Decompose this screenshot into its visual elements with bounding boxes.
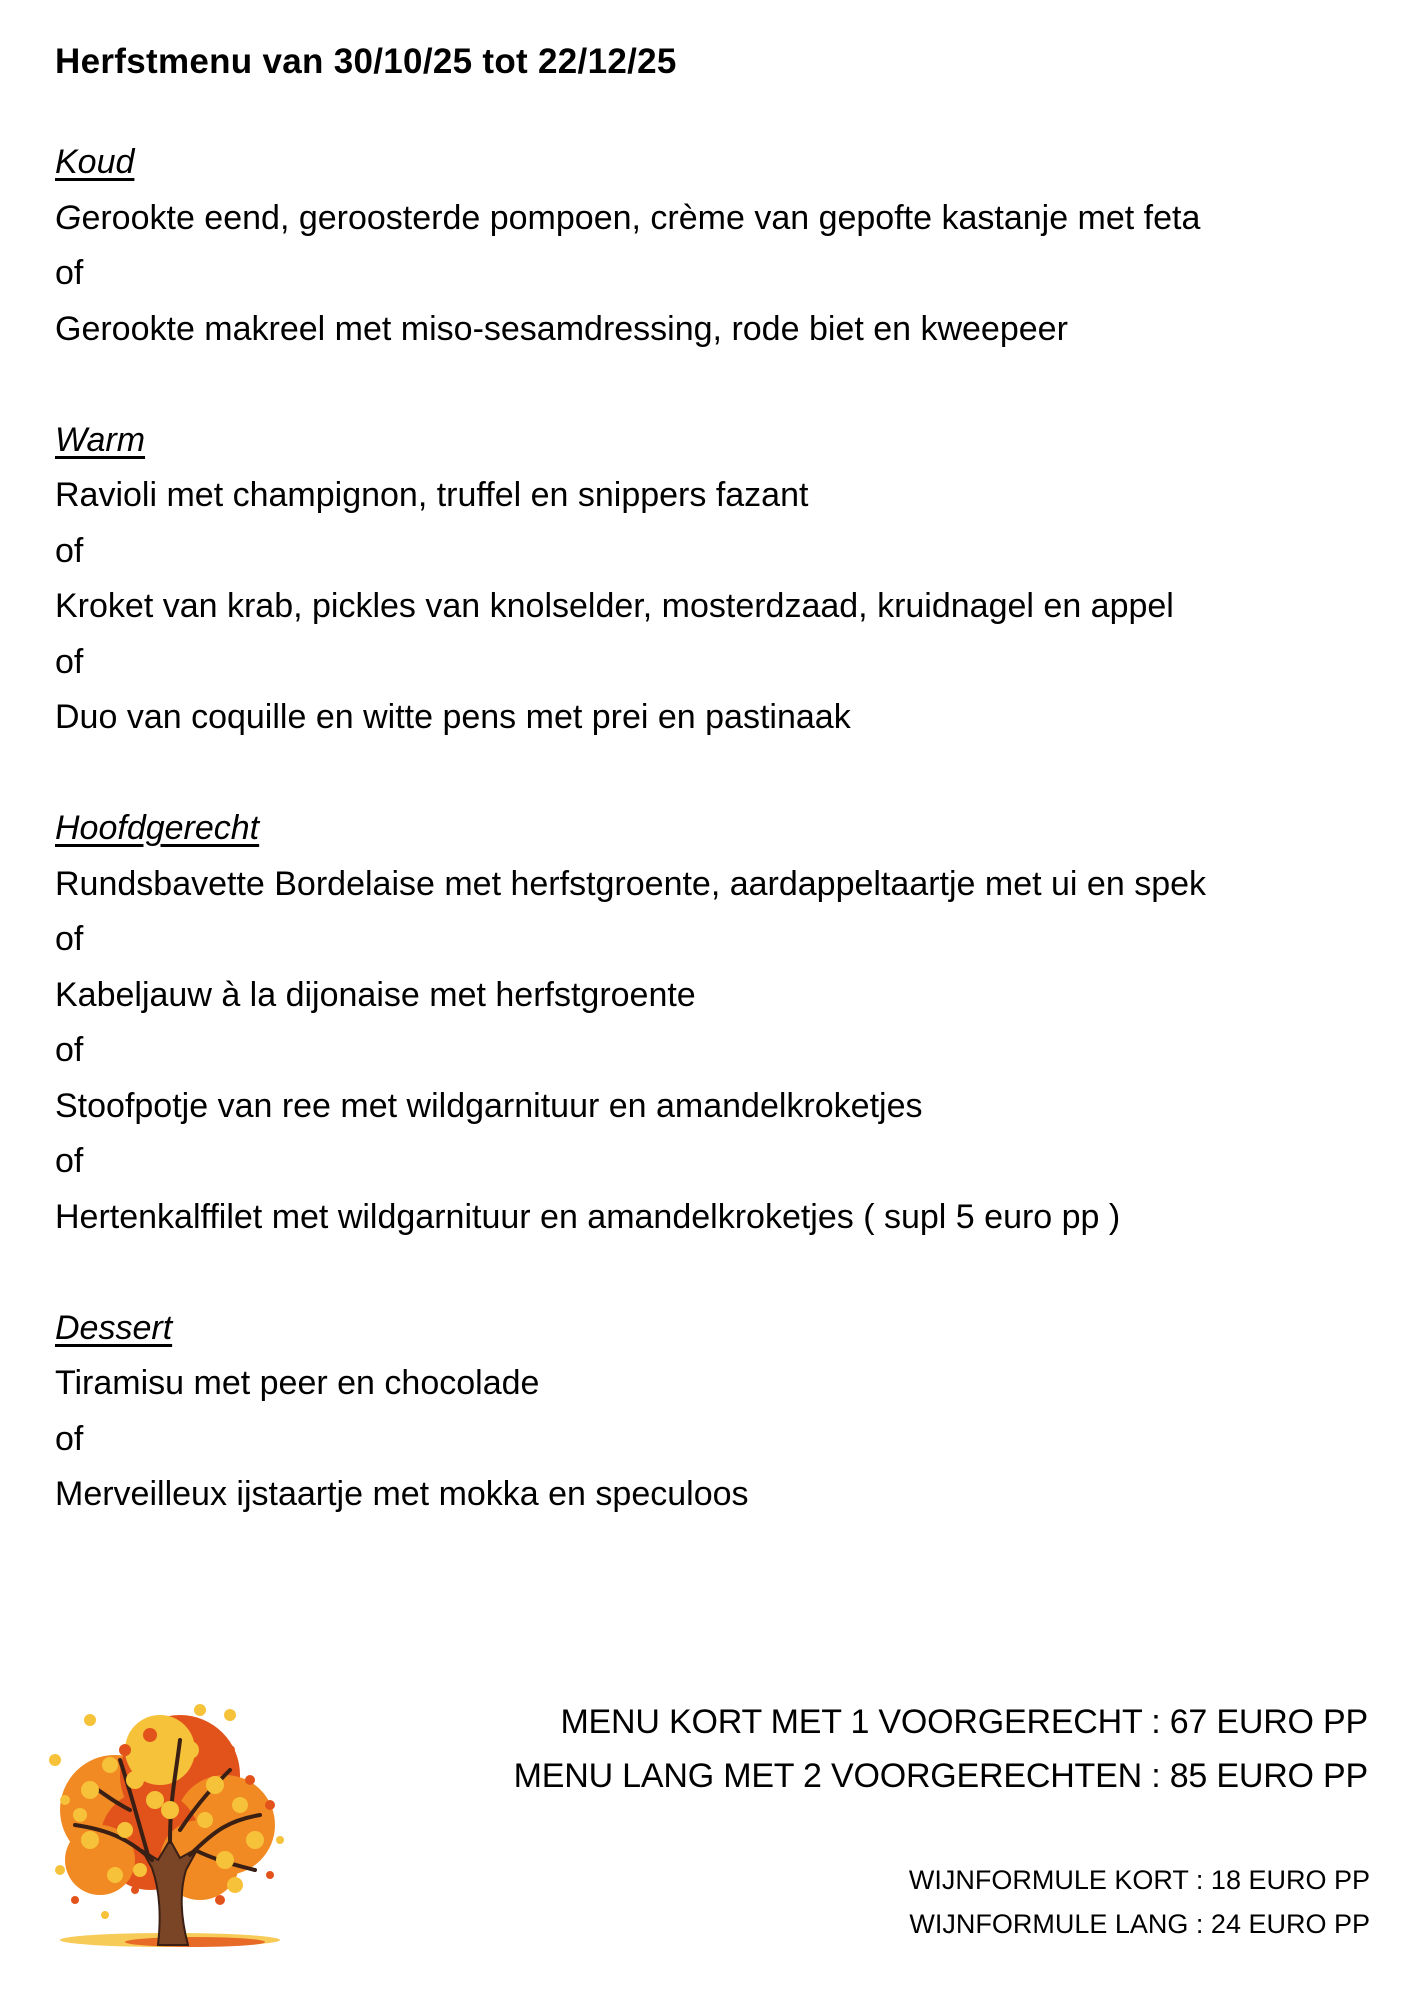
separator-of: of [55,254,84,292]
separator-of: of [55,531,84,570]
spacer [55,1245,1385,1301]
dish-item: Stoofpotje van ree met wildgarnituur en amandelkroketjes [55,1086,923,1125]
section-heading-label: Hoofdgerecht [55,809,260,847]
menu-title: Herfstmenu van 30/10/25 tot 22/12/25 [55,42,677,81]
separator-of: of [55,642,84,681]
separator-of: of [55,1419,84,1458]
section-heading-dessert [55,1301,1385,1357]
dish-item: Hertenkalffilet met wildgarnituur en amandelkroketjes ( supl 5 euro pp ) [55,1197,1121,1236]
spacer [55,746,1385,802]
dish-item: Tiramisu met peer en chocolade [55,1364,540,1402]
dish-item: Gerookte makreel met miso-sesamdressing, rode biet en kweepeer [55,309,1068,348]
price-menu-kort: MENU KORT MET 1 VOORGERECHT : 67 EURO PP [560,1703,1368,1741]
section-heading-koud [55,135,1385,191]
section-heading-hoofdgerecht [55,801,1385,857]
ground-leaves-red [125,1937,265,1947]
dish-item: Kabeljauw à la dijonaise met herfstgroente [55,975,696,1014]
dish-item: Rundsbavette Bordelaise met herfstgroente, aardappeltaartje met ui en spek [55,864,1207,903]
menu-body [55,135,1385,1523]
dish-first-letter: G [55,198,82,237]
separator-of: of [55,920,84,958]
price-menu-lang: MENU LANG MET 2 VOORGERECHTEN : 85 EURO PP [513,1757,1368,1795]
menu-prices [514,1695,1368,1803]
spacer [55,357,1385,413]
dish-text-rest: erookte eend, geroosterde pompoen, crème van gepofte kastanje met feta [81,198,1201,237]
dish-item: Ravioli met champignon, truffel en snippers fazant [55,476,809,514]
dish-item: Kroket van krab, pickles van knolselder, mosterdzaad, kruidnagel en appel [55,587,1174,625]
section-heading-label: Dessert [55,1308,173,1347]
section-heading-label: Koud [55,143,135,181]
price-wijn-kort: WIJNFORMULE KORT : 18 EURO PP [908,1865,1370,1895]
price-wijn-lang: WIJNFORMULE LANG : 24 EURO PP [909,1909,1370,1939]
separator-of: of [55,1142,84,1180]
wine-prices [909,1858,1370,1946]
section-heading-warm [55,413,1385,469]
dish-item [55,191,1385,247]
separator-of: of [55,1031,84,1069]
autumn-tree-icon [30,1690,295,1955]
section-heading-label: Warm [55,420,146,459]
dish-item: Merveilleux ijstaartje met mokka en speculoos [55,1475,749,1513]
dish-item: Duo van coquille en witte pens met prei en pastinaak [55,698,851,736]
